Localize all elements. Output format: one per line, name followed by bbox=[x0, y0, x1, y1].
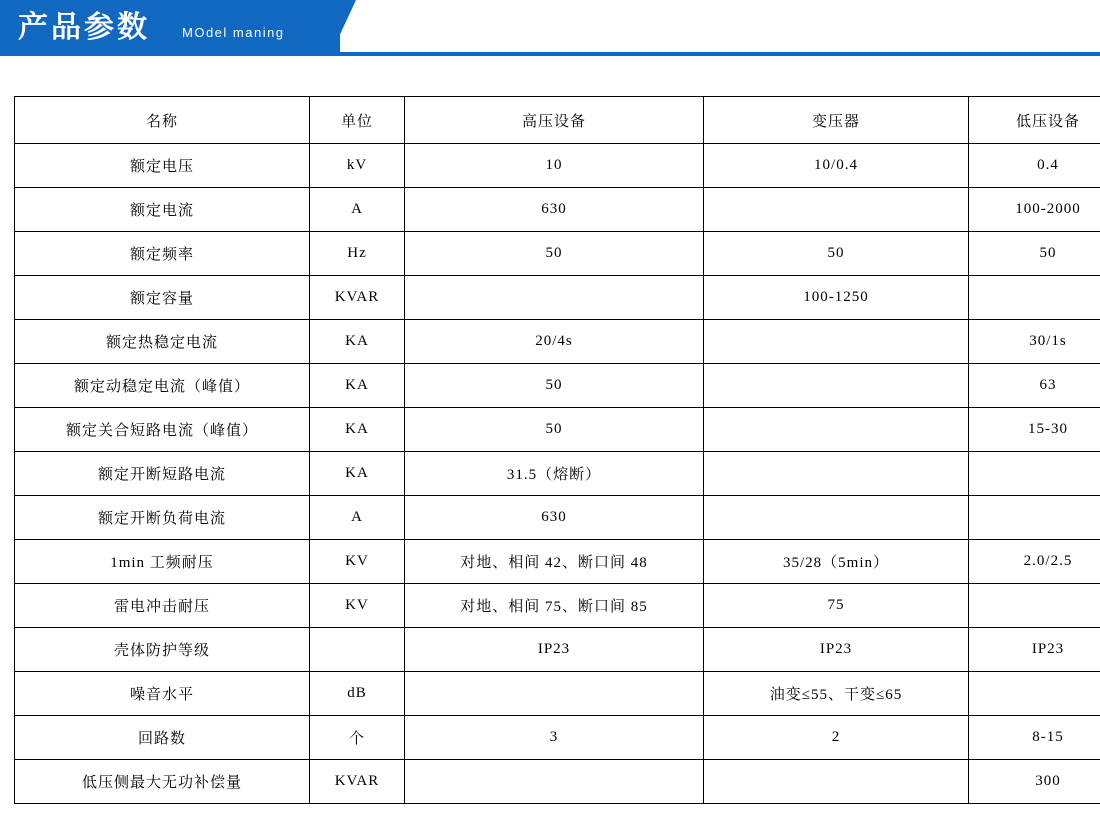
cell-unit: KA bbox=[310, 452, 405, 496]
column-header-transformer: 变压器 bbox=[704, 97, 969, 144]
cell-name: 壳体防护等级 bbox=[15, 628, 310, 672]
cell-name: 额定热稳定电流 bbox=[15, 320, 310, 364]
table-row bbox=[15, 232, 1100, 276]
column-header-name: 名称 bbox=[15, 97, 310, 144]
cell-unit: 个 bbox=[310, 716, 405, 760]
spec-table-body bbox=[15, 97, 1100, 804]
cell-name: 回路数 bbox=[15, 716, 310, 760]
column-header-hv: 高压设备 bbox=[405, 97, 704, 144]
cell-lv bbox=[969, 496, 1100, 540]
column-header-lv: 低压设备 bbox=[969, 97, 1100, 144]
cell-transformer: 50 bbox=[704, 232, 969, 276]
cell-hv: 10 bbox=[405, 144, 704, 188]
cell-transformer bbox=[704, 364, 969, 408]
cell-lv: 2.0/2.5 bbox=[969, 540, 1100, 584]
cell-transformer: 2 bbox=[704, 716, 969, 760]
column-header-unit: 单位 bbox=[310, 97, 405, 144]
cell-lv: 15-30 bbox=[969, 408, 1100, 452]
cell-lv: 100-2000 bbox=[969, 188, 1100, 232]
cell-lv: 300 bbox=[969, 760, 1100, 804]
cell-transformer bbox=[704, 760, 969, 804]
table-row bbox=[15, 760, 1100, 804]
table-row bbox=[15, 320, 1100, 364]
cell-name: 雷电冲击耐压 bbox=[15, 584, 310, 628]
table-row bbox=[15, 540, 1100, 584]
header-underline bbox=[0, 52, 1100, 56]
cell-name: 噪音水平 bbox=[15, 672, 310, 716]
cell-transformer: 油变≤55、干变≤65 bbox=[704, 672, 969, 716]
cell-hv bbox=[405, 672, 704, 716]
cell-unit: KVAR bbox=[310, 760, 405, 804]
table-header-row bbox=[15, 97, 1100, 144]
cell-hv: 20/4s bbox=[405, 320, 704, 364]
cell-lv: 63 bbox=[969, 364, 1100, 408]
table-row bbox=[15, 628, 1100, 672]
table-row bbox=[15, 276, 1100, 320]
cell-hv: 对地、相间 75、断口间 85 bbox=[405, 584, 704, 628]
table-row bbox=[15, 672, 1100, 716]
cell-hv: 630 bbox=[405, 188, 704, 232]
cell-name: 低压侧最大无功补偿量 bbox=[15, 760, 310, 804]
cell-lv: 8-15 bbox=[969, 716, 1100, 760]
page-header bbox=[0, 0, 1100, 62]
cell-lv: IP23 bbox=[969, 628, 1100, 672]
page-title: 产品参数 bbox=[18, 10, 150, 45]
table-row bbox=[15, 188, 1100, 232]
cell-name: 额定开断短路电流 bbox=[15, 452, 310, 496]
cell-transformer bbox=[704, 496, 969, 540]
cell-transformer bbox=[704, 408, 969, 452]
cell-transformer: 10/0.4 bbox=[704, 144, 969, 188]
cell-name: 额定频率 bbox=[15, 232, 310, 276]
table-row bbox=[15, 144, 1100, 188]
cell-name: 额定电流 bbox=[15, 188, 310, 232]
cell-hv bbox=[405, 760, 704, 804]
cell-unit: KA bbox=[310, 364, 405, 408]
cell-name: 1min 工频耐压 bbox=[15, 540, 310, 584]
cell-hv: 50 bbox=[405, 232, 704, 276]
cell-unit: kV bbox=[310, 144, 405, 188]
table-row bbox=[15, 408, 1100, 452]
cell-unit bbox=[310, 628, 405, 672]
cell-lv bbox=[969, 584, 1100, 628]
cell-hv: 630 bbox=[405, 496, 704, 540]
cell-unit: A bbox=[310, 188, 405, 232]
table-row bbox=[15, 716, 1100, 760]
cell-unit: KVAR bbox=[310, 276, 405, 320]
cell-lv bbox=[969, 452, 1100, 496]
cell-unit: Hz bbox=[310, 232, 405, 276]
table-row bbox=[15, 364, 1100, 408]
cell-lv: 30/1s bbox=[969, 320, 1100, 364]
cell-lv bbox=[969, 672, 1100, 716]
cell-unit: KV bbox=[310, 584, 405, 628]
cell-name: 额定开断负荷电流 bbox=[15, 496, 310, 540]
cell-unit: KA bbox=[310, 408, 405, 452]
cell-name: 额定动稳定电流（峰值） bbox=[15, 364, 310, 408]
cell-transformer: 75 bbox=[704, 584, 969, 628]
cell-transformer bbox=[704, 320, 969, 364]
cell-name: 额定关合短路电流（峰值） bbox=[15, 408, 310, 452]
spec-table-container bbox=[0, 62, 1100, 804]
cell-hv: 对地、相间 42、断口间 48 bbox=[405, 540, 704, 584]
cell-unit: dB bbox=[310, 672, 405, 716]
spec-table bbox=[14, 96, 1100, 804]
cell-hv: 50 bbox=[405, 408, 704, 452]
cell-hv: 3 bbox=[405, 716, 704, 760]
cell-hv: 50 bbox=[405, 364, 704, 408]
cell-unit: KV bbox=[310, 540, 405, 584]
table-row bbox=[15, 452, 1100, 496]
cell-hv: IP23 bbox=[405, 628, 704, 672]
cell-transformer bbox=[704, 188, 969, 232]
page-subtitle: MOdel maning bbox=[182, 25, 285, 40]
table-row bbox=[15, 584, 1100, 628]
cell-transformer: IP23 bbox=[704, 628, 969, 672]
cell-lv: 50 bbox=[969, 232, 1100, 276]
cell-unit: A bbox=[310, 496, 405, 540]
cell-hv bbox=[405, 276, 704, 320]
header-accent-slant bbox=[330, 0, 356, 56]
cell-transformer bbox=[704, 452, 969, 496]
cell-lv bbox=[969, 276, 1100, 320]
cell-transformer: 100-1250 bbox=[704, 276, 969, 320]
cell-name: 额定电压 bbox=[15, 144, 310, 188]
cell-hv: 31.5（熔断） bbox=[405, 452, 704, 496]
cell-lv: 0.4 bbox=[969, 144, 1100, 188]
cell-transformer: 35/28（5min） bbox=[704, 540, 969, 584]
cell-unit: KA bbox=[310, 320, 405, 364]
cell-name: 额定容量 bbox=[15, 276, 310, 320]
table-row bbox=[15, 496, 1100, 540]
